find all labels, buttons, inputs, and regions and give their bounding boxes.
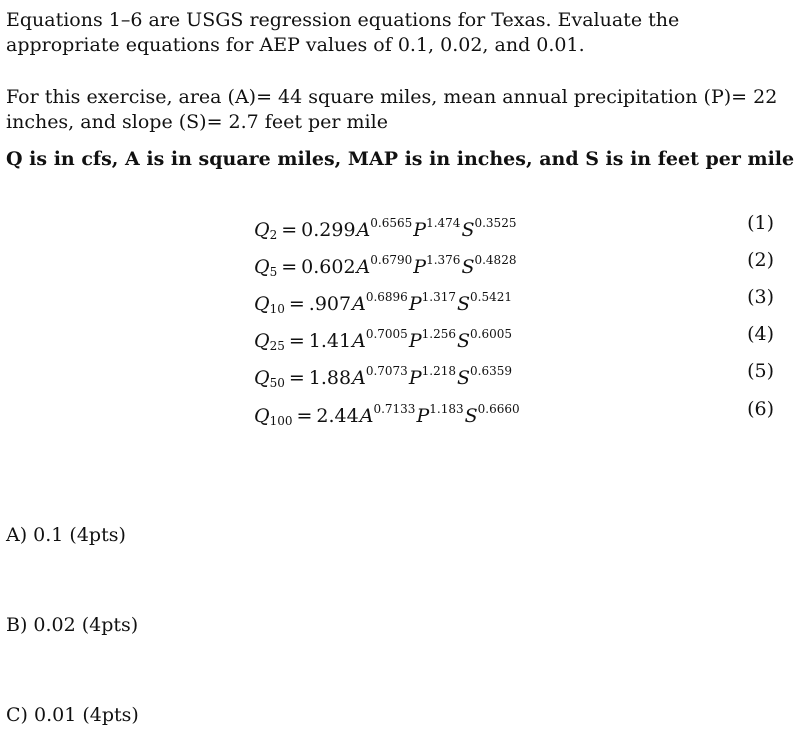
equals-sign: = [288, 330, 305, 352]
equation-expression [254, 208, 516, 250]
s-symbol: S [461, 219, 475, 241]
equation-number: (2) [747, 249, 774, 271]
p-exponent: 1.474 [426, 216, 461, 230]
a-exponent: 0.6896 [365, 290, 408, 304]
equals-sign: = [281, 256, 298, 278]
question-b: B) 0.02 (4pts) [6, 614, 139, 636]
a-exponent: 0.7005 [365, 327, 408, 341]
p-exponent: 1.256 [421, 327, 456, 341]
equation-expression [254, 394, 520, 436]
equation-number: (3) [747, 286, 774, 308]
equals-sign: = [288, 367, 305, 389]
coefficient: 0.299 [301, 219, 356, 241]
p-symbol: P [408, 330, 422, 352]
a-symbol: A [359, 405, 374, 427]
coefficient: 0.602 [301, 256, 356, 278]
a-exponent: 0.7073 [365, 364, 408, 378]
p-exponent: 1.317 [421, 290, 456, 304]
equation-row [254, 245, 774, 279]
s-exponent: 0.5421 [470, 290, 513, 304]
equation-row [254, 208, 774, 242]
equation-number: (4) [747, 323, 774, 345]
question-c: C) 0.01 (4pts) [6, 704, 139, 726]
s-symbol: S [461, 256, 475, 278]
p-symbol: P [408, 367, 422, 389]
question-a: A) 0.1 (4pts) [6, 524, 126, 546]
p-symbol: P [416, 405, 430, 427]
equation-expression [254, 356, 512, 398]
equation-number: (6) [747, 398, 774, 420]
a-exponent: 0.6565 [370, 216, 413, 230]
equation-number: (1) [747, 212, 774, 234]
coefficient: .907 [308, 293, 352, 315]
p-exponent: 1.183 [429, 402, 464, 416]
s-symbol: S [456, 367, 471, 389]
q-subscript: 50 [269, 376, 285, 390]
equation-number: (5) [747, 360, 774, 382]
equation-row [254, 394, 774, 428]
q-subscript: 10 [269, 302, 285, 316]
equals-sign: = [281, 219, 298, 241]
q-subscript: 100 [269, 414, 293, 428]
s-exponent: 0.6660 [477, 402, 520, 416]
a-symbol: A [352, 367, 366, 389]
q-subscript: 5 [269, 265, 278, 279]
q-symbol: Q [254, 219, 270, 241]
q-subscript: 25 [269, 339, 285, 353]
q-symbol: Q [254, 405, 270, 427]
a-symbol: A [356, 256, 371, 278]
s-exponent: 0.6005 [470, 327, 513, 341]
intro-paragraph: Equations 1–6 are USGS regression equations for Texas. Evaluate the appropriate equations for AEP values of 0.1, 0.02, and 0.01. [6, 9, 680, 56]
equation-row [254, 356, 774, 390]
a-exponent: 0.6790 [370, 253, 413, 267]
coefficient: 1.41 [308, 330, 352, 352]
equation-row [254, 282, 774, 316]
p-symbol: P [408, 293, 422, 315]
s-symbol: S [456, 330, 471, 352]
equation-expression [254, 282, 512, 324]
s-symbol: S [456, 293, 471, 315]
p-exponent: 1.218 [421, 364, 456, 378]
q-symbol: Q [254, 330, 270, 352]
p-symbol: P [413, 256, 427, 278]
equals-sign: = [296, 405, 313, 427]
equation-expression [254, 319, 512, 361]
q-symbol: Q [254, 293, 270, 315]
s-exponent: 0.6359 [470, 364, 513, 378]
given-values-paragraph: For this exercise, area (A)= 44 square miles, mean annual precipitation (P)= 22 inches, and slope (S)= 2.7 feet per mile [6, 86, 778, 133]
equation-expression [254, 245, 516, 287]
coefficient: 2.44 [316, 405, 359, 427]
s-exponent: 0.4828 [474, 253, 517, 267]
p-exponent: 1.376 [426, 253, 461, 267]
s-symbol: S [464, 405, 478, 427]
units-note: Q is in cfs, A is in square miles, MAP is in inches, and S is in feet per mile [6, 148, 795, 170]
a-symbol: A [352, 330, 366, 352]
q-symbol: Q [254, 367, 270, 389]
p-symbol: P [413, 219, 427, 241]
equals-sign: = [288, 293, 305, 315]
coefficient: 1.88 [308, 367, 352, 389]
q-subscript: 2 [269, 228, 278, 242]
a-symbol: A [356, 219, 371, 241]
a-symbol: A [352, 293, 366, 315]
a-exponent: 0.7133 [373, 402, 416, 416]
q-symbol: Q [254, 256, 270, 278]
equation-row [254, 319, 774, 353]
s-exponent: 0.3525 [474, 216, 517, 230]
